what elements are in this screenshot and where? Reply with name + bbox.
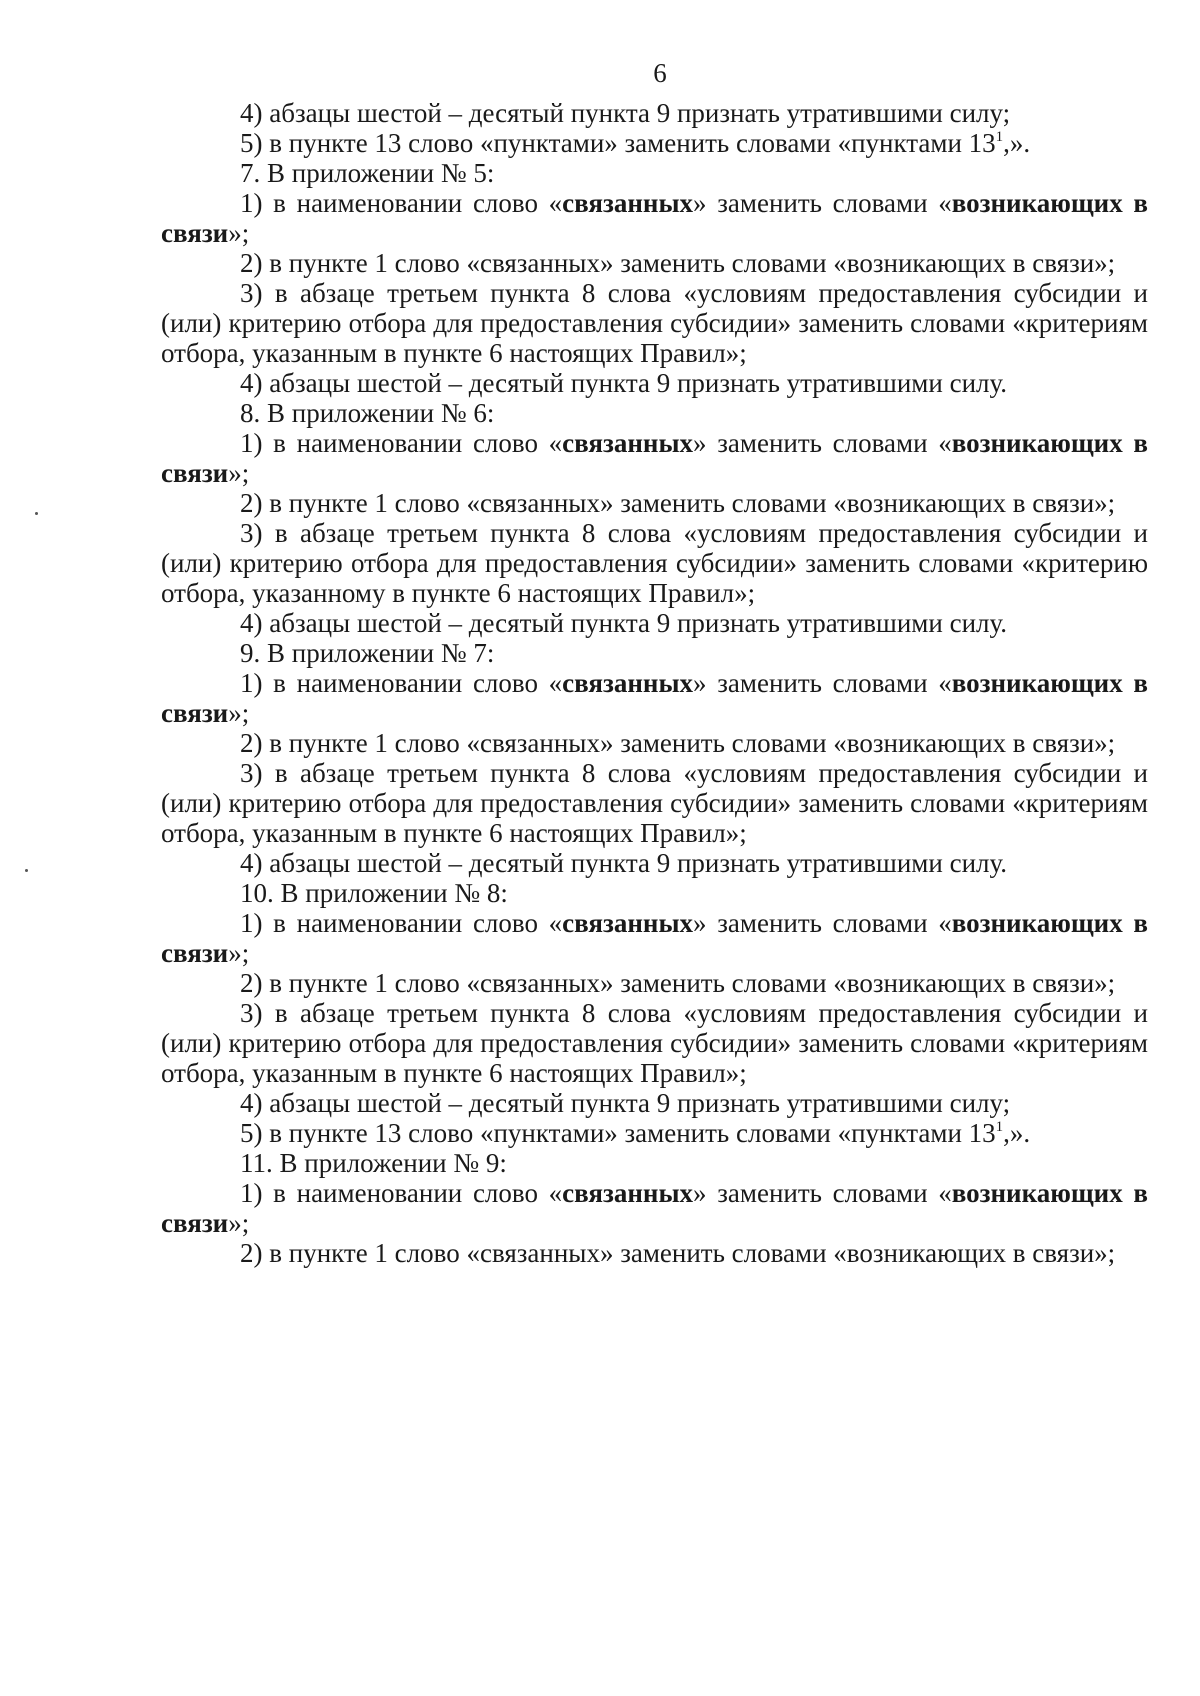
paragraph-text: 3) в абзаце третьем пункта 8 слова «условиям предоставления субсидии и (или) критерию отбора для предоставления субсидии» заменить словами «критериям отбора, указанным в пункте 6 настоящих Правил»; <box>161 758 1148 848</box>
paragraph <box>161 968 1148 998</box>
bold-text: связанных <box>562 1178 694 1208</box>
paragraph-text: »; <box>228 938 250 968</box>
paragraph-text: 1) в наименовании слово « <box>240 428 563 458</box>
paragraph-text: » заменить словами « <box>693 908 952 938</box>
paragraph <box>161 758 1148 848</box>
paragraph <box>161 98 1148 128</box>
paragraph-text: ,». <box>1003 128 1031 158</box>
paragraph-text: 4) абзацы шестой – десятый пункта 9 признать утратившими силу; <box>240 1088 1011 1118</box>
paragraph-text: 4) абзацы шестой – десятый пункта 9 признать утратившими силу. <box>240 848 1008 878</box>
paragraph <box>161 998 1148 1088</box>
paragraph-text: 2) в пункте 1 слово «связанных» заменить словами «возникающих в связи»; <box>240 968 1116 998</box>
bold-text: возникающих в связи <box>161 1178 1148 1238</box>
paragraph-text: 4) абзацы шестой – десятый пункта 9 признать утратившими силу; <box>240 98 1011 128</box>
paragraph <box>161 608 1148 638</box>
paragraph-text: 3) в абзаце третьем пункта 8 слова «условиям предоставления субсидии и (или) критерию отбора для предоставления субсидии» заменить словами «критерию отбора, указанному в пункте 6 настоящих Правил»; <box>161 518 1148 608</box>
paragraph <box>161 248 1148 278</box>
bold-text: связанных <box>562 668 694 698</box>
scan-artifact <box>35 512 38 515</box>
paragraph-text: » заменить словами « <box>693 1178 952 1208</box>
paragraph <box>161 848 1148 878</box>
paragraph <box>161 1118 1148 1148</box>
paragraph <box>161 1178 1148 1238</box>
paragraph-text: 4) абзацы шестой – десятый пункта 9 признать утратившими силу. <box>240 368 1008 398</box>
paragraph-text: 1) в наименовании слово « <box>240 668 563 698</box>
paragraph <box>161 128 1148 158</box>
bold-text: возникающих в связи <box>161 428 1148 488</box>
paragraph-text: » заменить словами « <box>693 188 952 218</box>
paragraph-text: 3) в абзаце третьем пункта 8 слова «условиям предоставления субсидии и (или) критерию отбора для предоставления субсидии» заменить словами «критериям отбора, указанным в пункте 6 настоящих Правил»; <box>161 278 1148 368</box>
page-number: 6 <box>653 58 667 88</box>
paragraph <box>161 908 1148 968</box>
paragraph <box>161 1088 1148 1118</box>
paragraph <box>161 278 1148 368</box>
bold-text: возникающих в связи <box>161 908 1148 968</box>
paragraph <box>161 668 1148 728</box>
paragraph-text: 3) в абзаце третьем пункта 8 слова «условиям предоставления субсидии и (или) критерию отбора для предоставления субсидии» заменить словами «критериям отбора, указанным в пункте 6 настоящих Правил»; <box>161 998 1148 1088</box>
paragraph-text: 5) в пункте 13 слово «пунктами» заменить словами «пунктами 13 <box>240 128 996 158</box>
paragraph-text: 7. В приложении № 5: <box>240 158 495 188</box>
paragraph-text: 10. В приложении № 8: <box>240 878 508 908</box>
paragraph-text: 2) в пункте 1 слово «связанных» заменить словами «возникающих в связи»; <box>240 248 1116 278</box>
paragraph <box>161 1238 1148 1268</box>
scan-artifact <box>25 869 28 872</box>
paragraph <box>161 428 1148 488</box>
paragraph <box>161 878 1148 908</box>
paragraph <box>161 1148 1148 1178</box>
paragraph-text: 4) абзацы шестой – десятый пункта 9 признать утратившими силу. <box>240 608 1008 638</box>
paragraph-text: 1) в наименовании слово « <box>240 1178 563 1208</box>
paragraph-text: » заменить словами « <box>693 668 952 698</box>
paragraph-text: 1) в наименовании слово « <box>240 908 563 938</box>
paragraph <box>161 368 1148 398</box>
bold-text: связанных <box>562 188 694 218</box>
paragraph-text: 2) в пункте 1 слово «связанных» заменить словами «возникающих в связи»; <box>240 488 1116 518</box>
superscript: 1 <box>995 129 1004 145</box>
paragraph-text: 11. В приложении № 9: <box>240 1148 507 1178</box>
paragraph-text: ,». <box>1003 1118 1031 1148</box>
paragraph-text: 8. В приложении № 6: <box>240 398 495 428</box>
paragraph-text: »; <box>228 698 250 728</box>
paragraph <box>161 188 1148 248</box>
bold-text: возникающих в связи <box>161 188 1148 248</box>
paragraph-text: »; <box>228 458 250 488</box>
paragraph <box>161 728 1148 758</box>
paragraph <box>161 398 1148 428</box>
paragraph-text: 2) в пункте 1 слово «связанных» заменить словами «возникающих в связи»; <box>240 1238 1116 1268</box>
paragraph-text: 9. В приложении № 7: <box>240 638 495 668</box>
paragraph-text: 1) в наименовании слово « <box>240 188 563 218</box>
paragraph <box>161 158 1148 188</box>
document-body <box>161 98 1148 1268</box>
superscript: 1 <box>995 1119 1004 1135</box>
paragraph-text: 2) в пункте 1 слово «связанных» заменить словами «возникающих в связи»; <box>240 728 1116 758</box>
paragraph <box>161 518 1148 608</box>
bold-text: связанных <box>562 908 694 938</box>
paragraph-text: 5) в пункте 13 слово «пунктами» заменить словами «пунктами 13 <box>240 1118 996 1148</box>
paragraph <box>161 638 1148 668</box>
paragraph-text: » заменить словами « <box>693 428 952 458</box>
bold-text: возникающих в связи <box>161 668 1148 728</box>
paragraph <box>161 488 1148 518</box>
paragraph-text: »; <box>228 218 250 248</box>
bold-text: связанных <box>562 428 694 458</box>
paragraph-text: »; <box>228 1208 250 1238</box>
